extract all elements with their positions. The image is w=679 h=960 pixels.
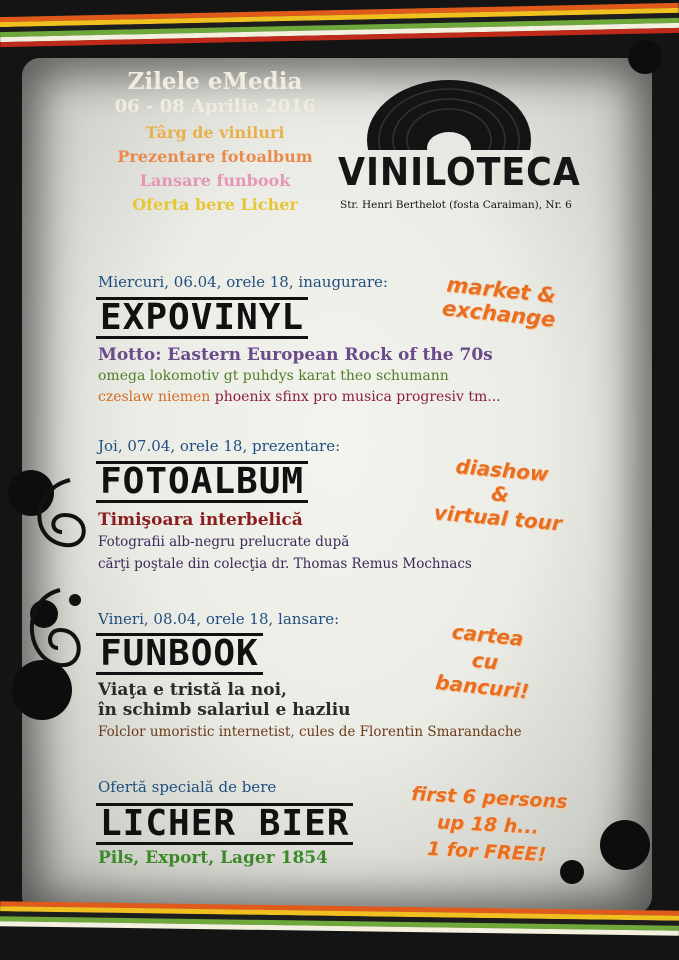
motto-text: Eastern European Rock of the 70s xyxy=(167,345,493,365)
top-stripes xyxy=(0,3,679,51)
swirl-ornament xyxy=(20,470,90,690)
note-diashow: diashow & virtual tour xyxy=(432,454,563,536)
fotoalbum-desc-2: cărţi poştale din colecţia dr. Thomas Remus Mochnacs xyxy=(98,556,472,572)
section-title-fotoalbum: FOTOALBUM xyxy=(96,461,308,503)
event-title: Zilele eMedia xyxy=(127,68,303,95)
header-item-prezentare: Prezentare fotoalbum xyxy=(117,147,313,166)
bands-line-2 xyxy=(98,389,501,405)
logo-address: Str. Henri Berthelot (fosta Caraiman), Nr. 6 xyxy=(340,199,572,211)
header-item-targ: Târg de viniluri xyxy=(145,123,285,142)
funbook-desc: Folclor umoristic internetist, cules de Florentin Smarandache xyxy=(98,724,522,740)
bands-line-2-a: czeslaw niemen xyxy=(98,389,211,405)
licher-subtitle: Pils, Export, Lager 1854 xyxy=(98,848,328,868)
motto-line xyxy=(98,345,493,365)
funbook-subtitle-2: în schimb salariul e hazliu xyxy=(98,700,351,720)
section-day: Joi, 07.04, orele 18, prezentare: xyxy=(98,437,341,455)
section-offer: Ofertă specială de bere xyxy=(98,778,277,796)
header-item-oferta: Oferta bere Licher xyxy=(132,195,298,214)
logo-viniloteca: VINILOTECA xyxy=(338,150,581,194)
motto-label: Motto: xyxy=(98,345,162,365)
section-title-expovinyl: EXPOVINYL xyxy=(96,297,308,339)
event-dates: 06 - 08 Aprilie 2016 xyxy=(114,96,316,117)
funbook-subtitle-1: Viaţa e tristă la noi, xyxy=(98,680,287,700)
header-item-lansare: Lansare funbook xyxy=(139,171,291,190)
fotoalbum-subtitle: Timişoara interbelică xyxy=(98,510,303,530)
bands-line-1: omega lokomotiv gt puhdys karat theo schumann xyxy=(98,368,449,384)
section-day: Miercuri, 06.04, orele 18, inaugurare: xyxy=(98,273,388,291)
section-title-funbook: FUNBOOK xyxy=(96,633,263,675)
section-title-licher-bier: LICHER BIER xyxy=(96,803,353,845)
section-day: Vineri, 08.04, orele 18, lansare: xyxy=(98,610,340,628)
bands-line-2-b: phoenix sfinx pro musica progresiv tm... xyxy=(214,389,501,405)
note-first-6-persons: first 6 persons up 18 h... 1 for FREE! xyxy=(410,782,569,867)
fotoalbum-desc-1: Fotografii alb-negru prelucrate după xyxy=(98,534,350,550)
note-market-exchange: market & exchange xyxy=(441,272,557,332)
note-cartea: cartea cu bancuri! xyxy=(434,619,531,704)
